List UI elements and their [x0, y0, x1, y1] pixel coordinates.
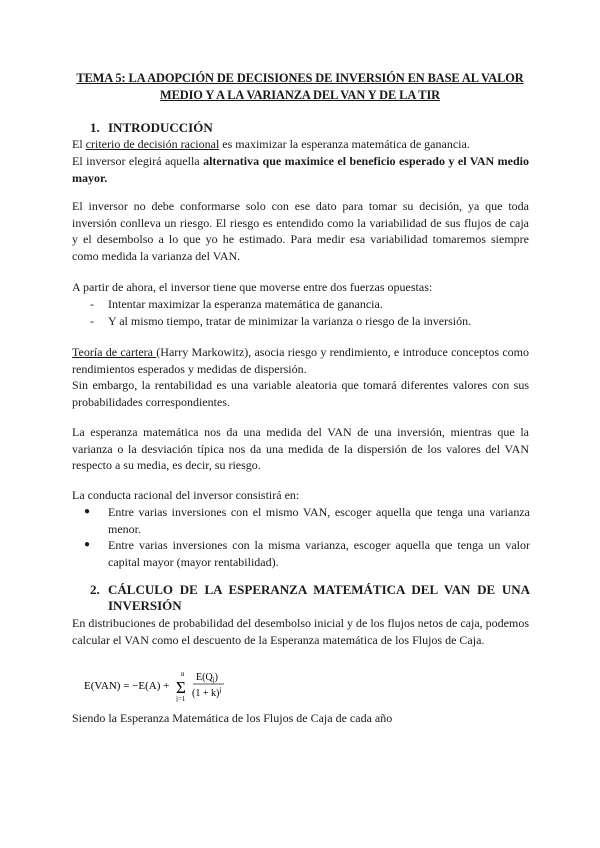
- section-2-title: CÁLCULO DE LA ESPERANZA MATEMÁTICA DEL VAN DE UNA INVERSIÓN: [108, 582, 530, 613]
- section-2-paragraph-1: En distribuciones de probabilidad del desembolso inicial y de los flujos netos de caja, podemos calcular el VAN como el descuento de la Esperanza matemática de los Flujos de Caja.: [72, 616, 529, 647]
- dash-item-text: Y al mismo tiempo, tratar de minimizar la varianza o riesgo de la inversión.: [108, 314, 472, 328]
- formula-numerator-close: ): [214, 672, 218, 683]
- formula-lhs: E(VAN) = −E(A) +: [84, 680, 170, 692]
- formula-numerator-text: E(Q: [196, 672, 213, 683]
- section-1-heading: [90, 120, 213, 136]
- formula-numerator: [196, 672, 218, 684]
- section-1-number: 1.: [90, 120, 100, 135]
- intro-p2-pre: El inversor elegirá aquella: [72, 154, 204, 168]
- bullet-marker: ●: [84, 539, 91, 550]
- bullet-list-item: [84, 504, 530, 537]
- formula-numerator-sub: j: [212, 676, 215, 684]
- dash-item-text: Intentar maximizar la esperanza matemática de ganancia.: [108, 297, 383, 311]
- expected-npv-formula: [84, 668, 254, 702]
- document-title: TEMA 5: LA ADOPCIÓN DE DECISIONES DE INVERSIÓN EN BASE AL VALOR MEDIO Y A LA VARIANZA DEL VAN Y DE LA TIR: [76, 71, 524, 102]
- section-2-number: 2.: [90, 582, 100, 597]
- intro-paragraph-6: Sin embargo, la rentabilidad es una variable aleatoria que tomará diferentes valores con sus probabilidades correspondientes.: [72, 378, 529, 409]
- formula-sum-bottom: j=1: [176, 695, 186, 702]
- portfolio-theory-term: Teoría de cartera: [72, 345, 157, 359]
- formula-sigma: Σ: [176, 678, 186, 697]
- intro-p2-bold: alternativa que maximice el beneficio esperado y el VAN medio mayor.: [72, 154, 530, 185]
- section-2-paragraph-2: Siendo la Esperanza Matemática de los Flujos de Caja de cada año: [72, 711, 393, 725]
- dash-list-item: [90, 296, 530, 313]
- intro-paragraph-8: La conducta racional del inversor consistirá en:: [72, 488, 300, 502]
- formula-denominator-sup: j: [219, 686, 222, 694]
- bullet-item-text: Entre varias inversiones con el mismo VAN, escoger aquella que tenga una varianza menor.: [108, 505, 530, 536]
- intro-p1-pre: El: [72, 137, 86, 151]
- intro-paragraph-3: El inversor no debe conformarse solo con ese dato para tomar su decisión, ya que toda inversión conlleva un riesgo. El riesgo es entendido como la variabilidad de sus flujos de caja y el desembolso a lo que yo he estimado. Para medir esa variabilidad tomaremos siempre como medida la varianza del VAN.: [72, 199, 529, 263]
- dash-list-item: [90, 313, 530, 330]
- formula-denominator: [192, 686, 221, 699]
- dash-marker: -: [90, 297, 94, 311]
- bullet-item-text: Entre varias inversiones con la misma varianza, escoger aquella que tenga un valor capital mayor (mayor rentabilidad).: [108, 538, 530, 569]
- intro-p5-post: (Harry Markowitz), asocia riesgo y rendimiento, e introduce conceptos como rendimientos esperados y medidas de dispersión.: [72, 345, 529, 376]
- intro-paragraph-7: La esperanza matemática nos da una medida del VAN de una inversión, mientras que la varianza o la desviación típica nos da una medida de la dispersión de los valores del VAN respecto a su media, es decir, su riesgo.: [72, 425, 529, 472]
- bullet-marker: ●: [84, 506, 91, 517]
- intro-paragraph-4: A partir de ahora, el inversor tiene que moverse entre dos fuerzas opuestas:: [72, 280, 433, 294]
- section-2-heading: [90, 582, 530, 616]
- dash-marker: -: [90, 314, 94, 328]
- decision-criterion-term: criterio de decisión racional: [85, 137, 220, 151]
- intro-paragraph-2: [72, 153, 529, 186]
- intro-paragraph-5: [72, 344, 529, 377]
- intro-paragraph-1: [72, 136, 529, 153]
- intro-p1-post: es maximizar la esperanza matemática de ganancia.: [219, 137, 470, 151]
- formula-sum-top: n: [181, 670, 185, 678]
- section-1-title: INTRODUCCIÓN: [108, 120, 213, 135]
- formula-denominator-text: (1 + k): [192, 688, 220, 699]
- bullet-list-item: [84, 537, 530, 570]
